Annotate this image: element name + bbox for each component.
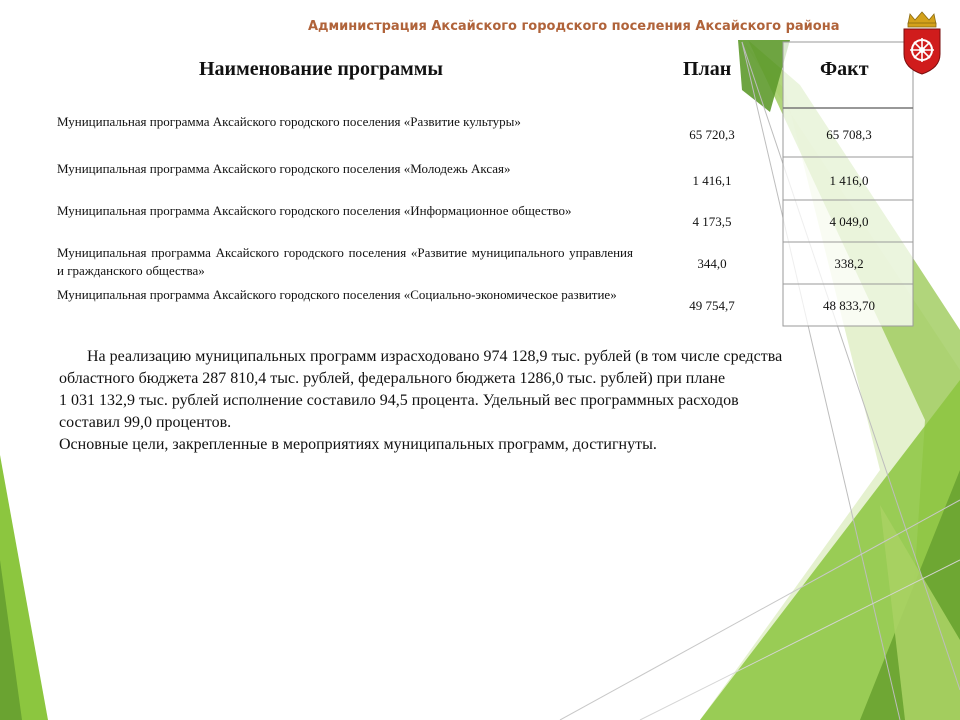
table-row-name: Муниципальная программа Аксайского городского поселения «Социально-экономическое развитие» — [57, 287, 617, 302]
summary-line: 1 031 132,9 тыс. рублей исполнение составило 94,5 процента. Удельный вес программных расходов — [59, 392, 739, 409]
table-row-name: Муниципальная программа Аксайского городского поселения «Развитие культуры» — [57, 114, 521, 129]
table-row-name: Муниципальная программа Аксайского городского поселения «Молодежь Аксая» — [57, 161, 511, 176]
table-row-plan: 344,0 — [697, 256, 727, 271]
table-row-plan: 4 173,5 — [692, 214, 732, 229]
table-row-fact: 48 833,70 — [823, 298, 875, 313]
column-header-plan: План — [683, 58, 732, 80]
table-row-name: Муниципальная программа Аксайского городского поселения «Информационное общество» — [57, 203, 572, 218]
table-row-fact: 4 049,0 — [829, 214, 869, 229]
table-row-plan: 49 754,7 — [689, 298, 735, 313]
table-row-plan: 1 416,1 — [692, 173, 732, 188]
table-row-fact: 338,2 — [834, 256, 864, 271]
summary-line: областного бюджета 287 810,4 тыс. рублей, федерального бюджета 1286,0 тыс. рублей) при плане — [59, 370, 726, 387]
summary-conclusion: Основные цели, закрепленные в мероприятиях муниципальных программ, достигнуты. — [59, 436, 657, 453]
table-row-plan: 65 720,3 — [689, 127, 735, 142]
table-row-fact: 65 708,3 — [826, 127, 872, 142]
column-header-fact: Факт — [820, 58, 869, 80]
summary-paragraph — [59, 346, 919, 456]
organization-title: Администрация Аксайского городского поселения Аксайского района — [308, 19, 840, 34]
table-row-name: Муниципальная программа Аксайского городского поселения «Развитие муниципального управления и гражданского общества» — [57, 245, 633, 278]
table-row-fact: 1 416,0 — [829, 173, 869, 188]
column-header-name: Наименование программы — [199, 58, 444, 80]
summary-line: На реализацию муниципальных программ израсходовано 974 128,9 тыс. рублей (в том числе средства — [87, 348, 783, 365]
summary-line: составил 99,0 процентов. — [59, 414, 232, 431]
coat-of-arms-icon — [900, 10, 944, 76]
